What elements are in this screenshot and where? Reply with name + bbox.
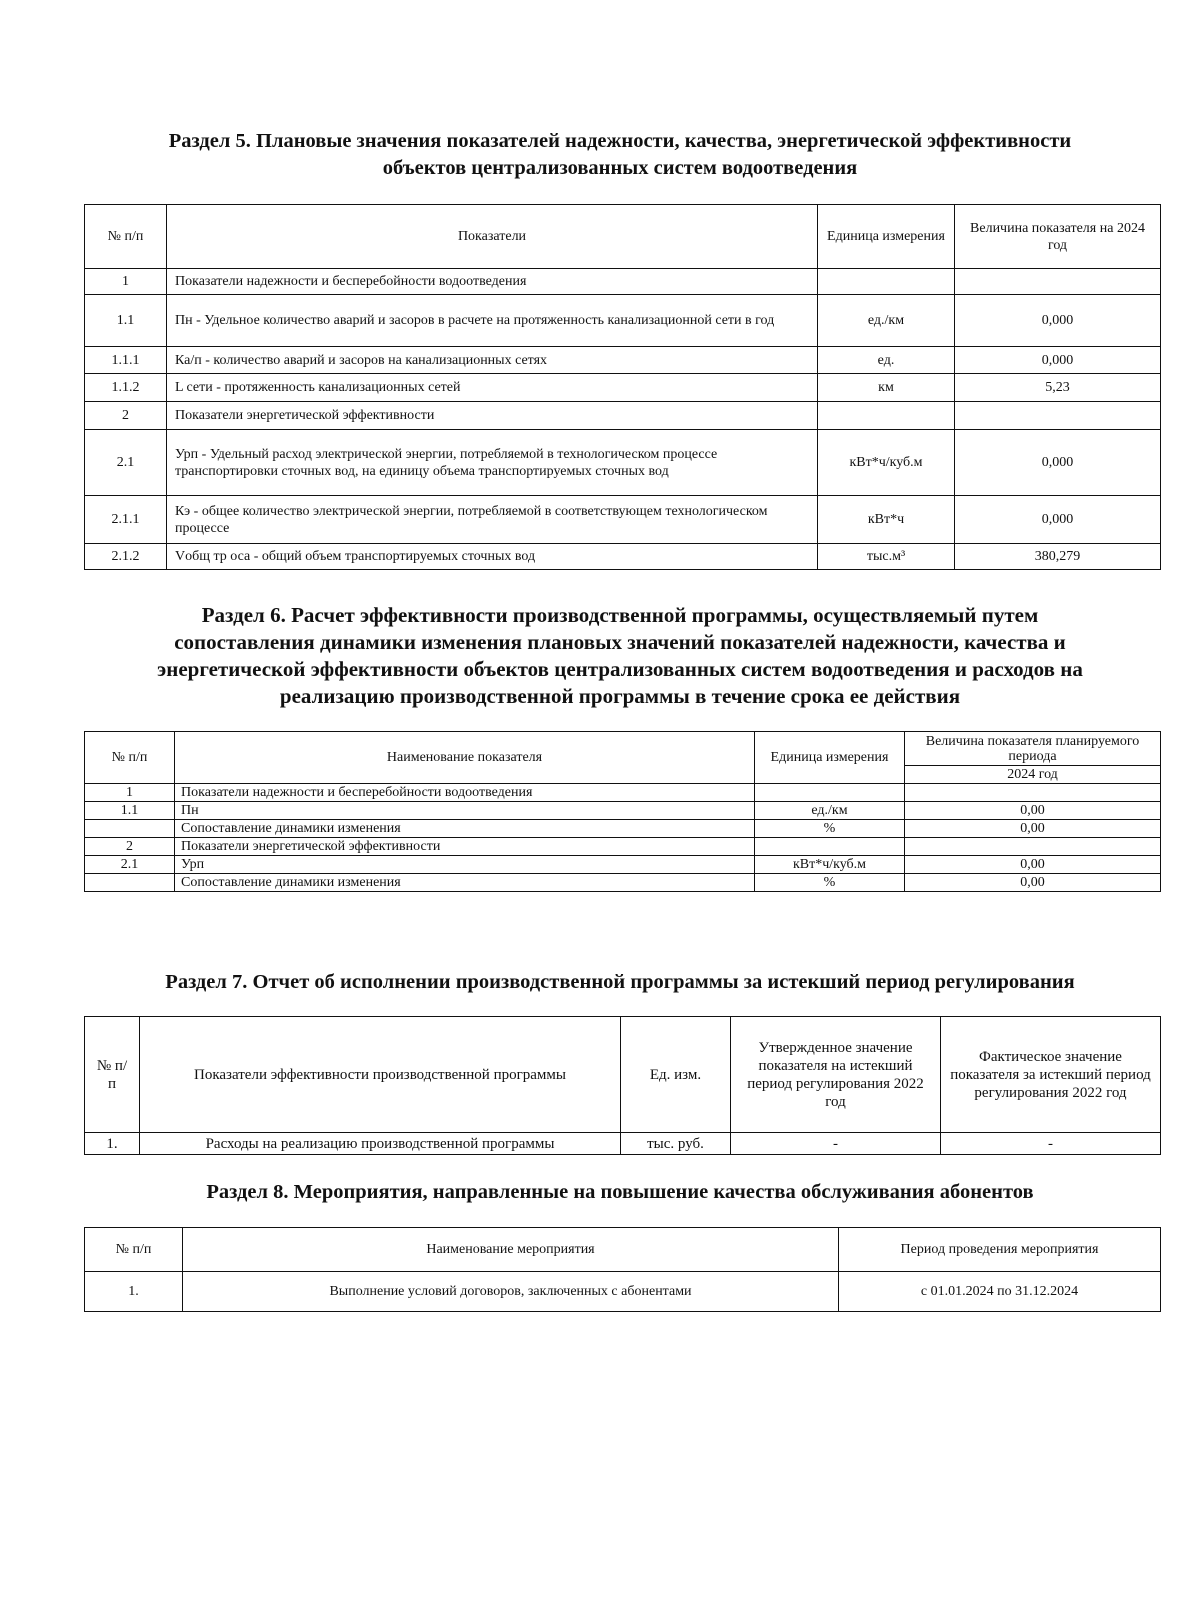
cell-value: 0,000 [955,347,1161,374]
header-num: № п/п [85,1017,140,1133]
table-row [85,838,1161,856]
cell-num: 1.1.2 [85,374,167,402]
table-header-row [85,1228,1161,1272]
header-year: 2024 год [905,766,1161,784]
table-row [85,374,1161,402]
section5-table [84,204,1161,570]
table-header-row [85,1017,1161,1133]
cell-approved: - [731,1133,941,1155]
cell-unit [755,784,905,802]
cell-value: 0,00 [905,856,1161,874]
table-row [85,874,1161,892]
section7-table [84,1016,1161,1155]
header-actual: Фактическое значение показателя за истекший период регулирования 2022 год [941,1017,1161,1133]
section8-table [84,1227,1161,1312]
cell-unit: кВт*ч [818,496,955,544]
table-row [85,856,1161,874]
cell-indicator: Урп [175,856,755,874]
cell-measure: Выполнение условий договоров, заключенных с абонентами [183,1272,839,1312]
cell-indicator: Урп - Удельный расход электрической энергии, потребляемой в технологическом процессе транспортировки сточных вод, на единицу объема транспортируемых сточных вод [167,430,818,496]
header-indicator: Показатели эффективности производственной программы [140,1017,621,1133]
section5-title-line2: объектов централизованных систем водоотведения [382,157,858,179]
cell-value: 0,00 [905,874,1161,892]
cell-unit: тыс. руб. [621,1133,731,1155]
cell-num: 1. [85,1133,140,1155]
cell-value [905,784,1161,802]
cell-num: 2.1 [85,856,175,874]
section5-title [80,128,1160,182]
cell-period: с 01.01.2024 по 31.12.2024 [839,1272,1161,1312]
header-measure: Наименование мероприятия [183,1228,839,1272]
cell-num: 2.1.1 [85,496,167,544]
cell-value: 0,000 [955,496,1161,544]
cell-indicator: Ка/п - количество аварий и засоров на канализационных сетях [167,347,818,374]
header-unit: Ед. изм. [621,1017,731,1133]
cell-num [85,874,175,892]
cell-value [955,402,1161,430]
cell-indicator: Показатели энергетической эффективности [175,838,755,856]
header-approved: Утвержденное значение показателя на истекший период регулирования 2022 год [731,1017,941,1133]
header-num: № п/п [85,1228,183,1272]
cell-num: 2 [85,838,175,856]
cell-unit [818,269,955,295]
cell-indicator: Пн - Удельное количество аварий и засоров в расчете на протяженность канализационной сети в год [167,295,818,347]
cell-num: 1.1 [85,295,167,347]
cell-indicator: Сопоставление динамики изменения [175,820,755,838]
section6-table [84,731,1161,892]
cell-unit: % [755,874,905,892]
header-num: № п/п [85,205,167,269]
table-row [85,402,1161,430]
cell-unit: тыс.м³ [818,544,955,570]
table-row [85,430,1161,496]
cell-unit: кВт*ч/куб.м [755,856,905,874]
cell-num: 2 [85,402,167,430]
cell-indicator: Пн [175,802,755,820]
section5-title-line1: Раздел 5. Плановые значения показателей надежности, качества, энергетической эффективности [168,130,1072,152]
cell-num: 1 [85,269,167,295]
section6-title-line4: реализацию производственной программы в течение срока ее действия [279,684,961,708]
section8-title: Раздел 8. Мероприятия, направленные на повышение качества обслуживания абонентов [206,1181,1034,1203]
cell-value [955,269,1161,295]
section7-title: Раздел 7. Отчет об исполнении производственной программы за истекший период регулирования [165,971,1075,993]
header-unit: Единица измерения [818,205,955,269]
cell-unit: ед./км [755,802,905,820]
cell-value: 0,000 [955,295,1161,347]
cell-num [85,820,175,838]
table-row [85,496,1161,544]
table-row [85,1272,1161,1312]
section6-title-line2: сопоставления динамики изменения плановых значений показателей надежности, качества и [174,630,1066,654]
cell-actual: - [941,1133,1161,1155]
header-period: Период проведения мероприятия [839,1228,1161,1272]
cell-indicator: Показатели надежности и бесперебойности водоотведения [167,269,818,295]
cell-value: 0,00 [905,820,1161,838]
header-value: Величина показателя планируемого периода [905,732,1161,766]
header-indicator: Наименование показателя [175,732,755,784]
section6-title-line1: Раздел 6. Расчет эффективности производственной программы, осуществляемый путем [201,603,1039,627]
cell-value [905,838,1161,856]
table-header-row [85,732,1161,766]
cell-indicator: Кэ - общее количество электрической энергии, потребляемой в соответствующем технологическом процессе [167,496,818,544]
cell-unit: кВт*ч/куб.м [818,430,955,496]
cell-num: 1. [85,1272,183,1312]
cell-value: 380,279 [955,544,1161,570]
cell-unit: % [755,820,905,838]
cell-unit [755,838,905,856]
cell-unit [818,402,955,430]
table-header-row [85,205,1161,269]
cell-indicator: Vобщ тр оса - общий объем транспортируемых сточных вод [167,544,818,570]
cell-indicator: Расходы на реализацию производственной программы [140,1133,621,1155]
cell-unit: км [818,374,955,402]
header-num: № п/п [85,732,175,784]
table-row [85,347,1161,374]
cell-indicator: Показатели надежности и бесперебойности водоотведения [175,784,755,802]
header-indicator: Показатели [167,205,818,269]
cell-num: 1 [85,784,175,802]
section6-title [80,602,1160,710]
cell-num: 2.1.2 [85,544,167,570]
table-row [85,802,1161,820]
table-row [85,820,1161,838]
cell-num: 2.1 [85,430,167,496]
table-row [85,1133,1161,1155]
cell-unit: ед. [818,347,955,374]
cell-value: 5,23 [955,374,1161,402]
table-row [85,295,1161,347]
cell-num: 1.1 [85,802,175,820]
section6-title-line3: энергетической эффективности объектов централизованных систем водоотведения и расходов на [157,657,1083,681]
cell-num: 1.1.1 [85,347,167,374]
cell-value: 0,00 [905,802,1161,820]
table-row [85,544,1161,570]
cell-indicator: Показатели энергетической эффективности [167,402,818,430]
table-row [85,784,1161,802]
header-unit: Единица измерения [755,732,905,784]
cell-unit: ед./км [818,295,955,347]
table-row [85,269,1161,295]
cell-indicator: Сопоставление динамики изменения [175,874,755,892]
cell-indicator: L сети - протяженность канализационных сетей [167,374,818,402]
header-value: Величина показателя на 2024 год [955,205,1161,269]
cell-value: 0,000 [955,430,1161,496]
